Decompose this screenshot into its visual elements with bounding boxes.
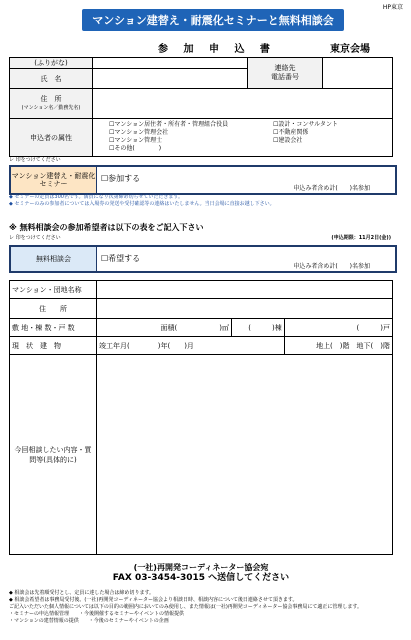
contact-label xyxy=(248,58,323,89)
name-label: 氏 名 xyxy=(10,69,93,89)
area-field[interactable]: 面積( )㎡ xyxy=(97,319,232,337)
footer-note: ◆ 相談会希望者は事務局受付後、(一社)再開発コーディネーター協会より相談日時、相談内容について後日連絡させて頂きます。 xyxy=(9,597,298,603)
consult-box xyxy=(9,245,397,273)
name-field[interactable] xyxy=(93,69,248,89)
property-table xyxy=(9,280,393,555)
attribute-option[interactable]: ☐マンション居住者・所有者・管理組合役員 xyxy=(109,121,229,128)
consult-count[interactable]: 申込み者含め計( )名参加 xyxy=(293,263,370,270)
attribute-option[interactable]: ☐その他( ) xyxy=(109,145,162,152)
footer-note: ・セミナーの申込情報管理 ・今後開催するセミナーやイベントの情報提供 xyxy=(9,611,185,617)
address-field[interactable] xyxy=(93,89,393,119)
seminar-note: ◆ セミナーのみの参加者については入場券の発送や受付確認等の連絡はいたしません。当日会場に直接お越し下さい。 xyxy=(9,201,275,207)
floors-field[interactable]: 地上( )階 地下( )階 xyxy=(284,337,392,355)
fax-number: FAX 03-3454-3015 へ送信してください xyxy=(112,573,290,583)
applicant-table xyxy=(9,57,393,157)
units-field[interactable]: ( )戸 xyxy=(284,319,392,337)
seminar-box xyxy=(9,165,397,195)
built-field[interactable]: 竣工年月( )年( )月 xyxy=(97,337,285,355)
footer-notes xyxy=(9,590,403,625)
footer-note: ・マンションの建替情報の提供 ・今後のセミナーやイベントの企画 xyxy=(9,618,169,624)
property-address-field[interactable] xyxy=(97,299,393,319)
property-address-label: 住 所 xyxy=(10,299,97,319)
property-counts-label: 敷 地・棟 数・戸 数 xyxy=(10,319,97,337)
seminar-mark-note: レ 印をつけてください xyxy=(9,157,61,163)
attribute-option[interactable]: ☐マンション管理会社 xyxy=(109,129,169,136)
phone-text: 電話番号 xyxy=(271,73,299,81)
attribute-option[interactable]: ☐不動産関係 xyxy=(273,129,309,136)
attribute-option[interactable]: ☐マンション管理士 xyxy=(109,137,163,144)
address-text: 住 所 xyxy=(40,95,62,103)
status-label: 現 状 建 物 xyxy=(10,337,97,355)
form-title: 参 加 申 込 書 xyxy=(158,44,276,55)
property-name-field[interactable] xyxy=(97,281,393,299)
consult-heading: ※ 無料相談会の参加希望者は以下の表をご記入下さい xyxy=(9,223,204,232)
consult-label: 無料相談会 xyxy=(11,247,97,271)
banner-title: マンション建替え・耐震化セミナーと無料相談会 xyxy=(82,9,344,31)
fax-block xyxy=(9,563,393,585)
phone-field[interactable] xyxy=(323,58,393,89)
attribute-options-left xyxy=(109,121,228,153)
seminar-label: マンション建替え・耐震化セミナー xyxy=(11,167,97,193)
footer-note: ◆ 相談会は先着順受付とし、定員に達した場合は締め切ります。 xyxy=(9,590,155,596)
attribute-option[interactable]: ☐建設会社 xyxy=(273,137,303,144)
consult-mark-note: レ 印をつけてください xyxy=(9,235,61,241)
seminar-count[interactable]: 申込み者含め計( )名参加 xyxy=(293,185,370,192)
seminar-checkbox[interactable]: ☐参加する xyxy=(101,174,141,183)
buildings-field[interactable]: ( )棟 xyxy=(232,319,285,337)
seminar-notes xyxy=(9,194,399,208)
address-note: (マンション名／勤務先名) xyxy=(21,105,81,111)
consult-deadline: (申込期限：11月2日(金)) xyxy=(331,235,391,241)
attribute-options-right xyxy=(273,121,338,145)
hp-label: HP東京 xyxy=(382,4,403,11)
venue-label: 東京会場 xyxy=(330,44,370,55)
fax-org: (一社)再開発コーディネーター協会宛 xyxy=(133,563,269,572)
furigana-field[interactable] xyxy=(93,58,248,69)
contact-text: 連絡先 xyxy=(274,64,296,72)
attribute-option[interactable]: ☐設計・コンサルタント xyxy=(273,121,338,128)
question-label: 今回相談したい内容・質問等(具体的に) xyxy=(10,355,97,555)
consult-checkbox[interactable]: ☐希望する xyxy=(101,254,141,263)
address-label xyxy=(10,89,93,119)
footer-note: ご記入いただいた個人情報については以下の目的の範囲内においてのみ使用し、また情報は(一社)再開発コーディネーター協会事務局にて適正に管理します。 xyxy=(9,604,363,610)
property-name-label: マンション・団地名称 xyxy=(10,281,97,299)
question-field[interactable] xyxy=(97,355,393,555)
seminar-note: ◆ セミナーの定員は300名です。満員になり次第締め切らせていただきます。 xyxy=(9,194,184,200)
attribute-label: 申込者の属性 xyxy=(10,119,93,157)
furigana-label: (ふりがな) xyxy=(10,58,93,69)
